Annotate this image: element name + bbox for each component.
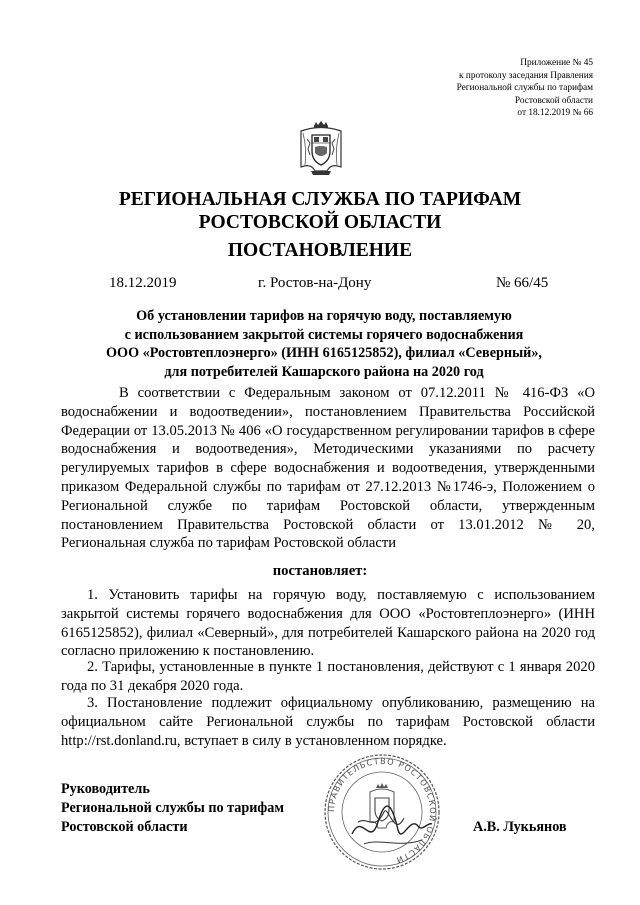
appendix-line: Приложение № 45 [520, 58, 593, 68]
organization-name [0, 188, 640, 234]
appendix-line: Региональной службы по тарифам [456, 83, 593, 94]
signatory-title [61, 780, 284, 837]
appendix-reference [457, 57, 593, 120]
decree-item-2: 2. Тарифы, установленные в пункте 1 постановления, действуют с 1 января 2020 года по 31 декабря 2020 года. [61, 659, 595, 694]
organization-name-line1: РЕГИОНАЛЬНАЯ СЛУЖБА ПО ТАРИФАМ [118, 189, 522, 210]
decree-word: постановляет: [272, 563, 368, 579]
coat-of-arms-icon [297, 121, 345, 177]
document-date: 18.12.2019 [109, 275, 177, 291]
decree-item-3: 3. Постановление подлежит официальному опубликованию, размещению на официальном сайте Региональной службы по тарифам Ростовской области http://rst.donland.ru, вступает в силу в установленном порядке. [61, 695, 595, 749]
signatory-name: А.В. Лукьянов [473, 819, 567, 835]
appendix-line: Ростовской области [514, 95, 593, 106]
signatory-title-line: Руководитель [61, 781, 150, 797]
document-heading [60, 307, 588, 381]
document-type: ПОСТАНОВЛЕНИЕ [227, 240, 413, 261]
heading-line: ООО «Ростовтеплоэнерго» (ИНН 6165125852), филиал «Северный», [106, 345, 542, 361]
heading-line: для потребителей Кашарского района на 2020 год [164, 363, 484, 380]
signatory-title-line: Региональной службы по тарифам [61, 800, 285, 816]
preamble-paragraph: В соответствии с Федеральным законом от 07.12.2011 № 416-ФЗ «О водоснабжении и водоотведении», постановлением Правительства Российской Федерации от 13.05.2013 № 406 «О государственном регулировании тарифов в сфере водоснабжения и водоотведения», Методическими указаниями по расчету регулируемых тарифов в сфере водоснабжения и водоотведения, утвержденными приказом Федеральной службы по тарифам от 27.12.2013 №1746-э, Положением о Региональной службе по тарифам Ростовской области, утвержденным постановлением Правительства Ростовской области от 13.01.2012 № 20, Региональная служба по тарифам Ростовской области [61, 385, 595, 552]
appendix-line: от 18.12.2019 № 66 [517, 108, 593, 119]
heading-line: Об установлении тарифов на горячую воду, поставляемую [136, 308, 512, 324]
decree-item-1: 1. Установить тарифы на горячую воду, поставляемую с использованием закрытой системы горячего водоснабжения для ООО «Ростовтеплоэнерго» (ИНН 6165125852), филиал «Северный», для потребителей Кашарского района на 2020 год согласно приложению к постановлению. [61, 587, 595, 660]
seal-ring-text: ПРАВИТЕЛЬСТВО РОСТОВСКОЙ ОБЛАСТИ [325, 755, 439, 866]
document-number: № 66/45 [496, 275, 549, 291]
appendix-line: к протоколу заседания Правления [459, 70, 593, 81]
organization-name-line2: РОСТОВСКОЙ ОБЛАСТИ [198, 212, 442, 233]
document-city: г. Ростов-на-Дону [258, 275, 372, 291]
heading-line: с использованием закрытой системы горячего водоснабжения [124, 326, 524, 343]
signatory-title-line: Ростовской области [61, 819, 188, 835]
official-seal-icon [318, 752, 446, 872]
